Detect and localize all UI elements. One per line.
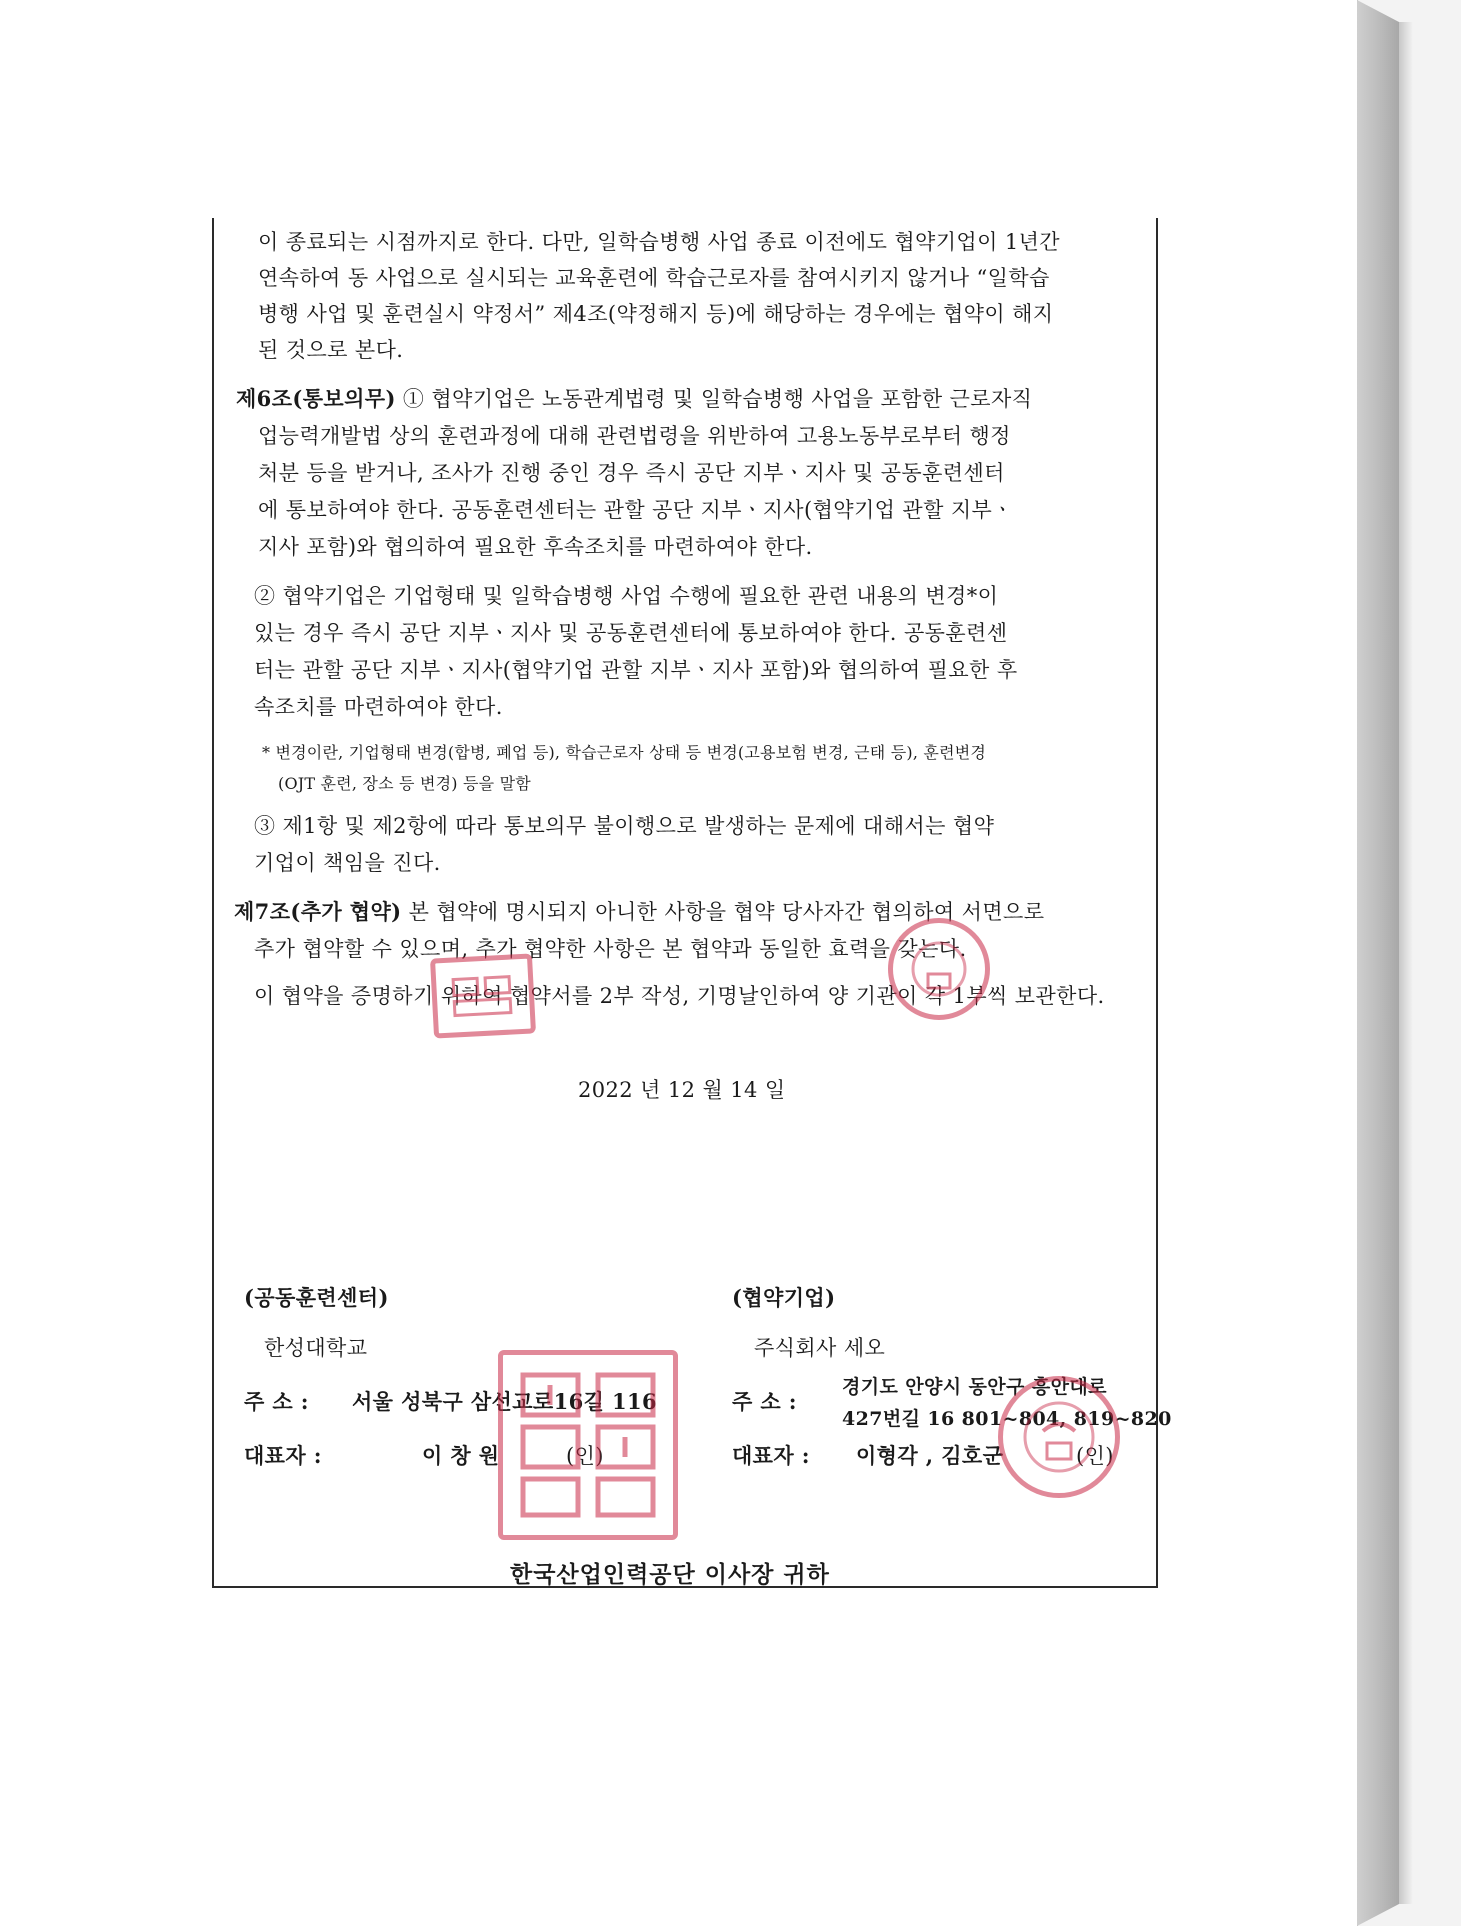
art6-note-line-2: (OJT 훈련, 장소 등 변경) 등을 말함 (278, 774, 531, 793)
left-seal-mark: (인) (566, 1444, 604, 1468)
art5-line-3: 병행 사업 및 훈련실시 약정서” 제4조(약정해지 등)에 해당하는 경우에는 협약이 해지 (258, 302, 1054, 326)
art5-line-4: 된 것으로 본다. (258, 338, 404, 362)
art6-heading: 제6조(통보의무) (236, 386, 396, 411)
left-party-name: 한성대학교 (264, 1336, 368, 1360)
art6-p1-first: ① 협약기업은 노동관계법령 및 일학습병행 사업을 포함한 근로자직 (402, 387, 1033, 411)
left-address-label: 주 소 : (244, 1389, 309, 1414)
closing-statement: 이 협약을 증명하기 위하여 협약서를 2부 작성, 기명날인하여 양 기관이 각 1부씩 보관한다. (254, 984, 1105, 1008)
art7-first: 본 협약에 명시되지 아니한 사항을 협약 당사자간 협의하여 서면으로 (408, 900, 1045, 924)
art6-first-line (236, 383, 1032, 413)
art6-p1-line-5: 지사 포함)와 협의하여 필요한 후속조치를 마련하여야 한다. (258, 535, 813, 559)
left-party-role: (공동훈련센터) (244, 1285, 389, 1310)
art6-note-line-1: * 변경이란, 기업형태 변경(합병, 폐업 등), 학습근로자 상태 등 변경(고용보험 변경, 근태 등), 훈련변경 (262, 743, 987, 762)
right-address-line-1: 경기도 안양시 동안구 흥안대로 (842, 1376, 1107, 1398)
right-party-role: (협약기업) (732, 1285, 836, 1310)
art5-line-2: 연속하여 동 사업으로 실시되는 교육훈련에 학습근로자를 참여시키지 않거나 “일학습 (258, 266, 1050, 290)
art7-line-2: 추가 협약할 수 있으며, 추가 협약한 사항은 본 협약과 동일한 효력을 갖는다. (254, 937, 967, 961)
art6-p1-line-3: 처분 등을 받거나, 조사가 진행 중인 경우 즉시 공단 지부ㆍ지사 및 공동훈련센터 (258, 461, 1005, 485)
right-rep-label: 대표자 : (732, 1443, 810, 1468)
right-rep-name: 이형각 , 김호군 (856, 1443, 1004, 1468)
art6-p2-line-4: 속조치를 마련하여야 한다. (254, 695, 503, 719)
right-address-label: 주 소 : (732, 1389, 797, 1414)
art6-p3-line-1: ③ 제1항 및 제2항에 따라 통보의무 불이행으로 발생하는 문제에 대해서는 협약 (254, 814, 995, 838)
agreement-date: 2022 년 12 월 14 일 (578, 1078, 786, 1102)
art6-p1-line-2: 업능력개발법 상의 훈련과정에 대해 관련법령을 위반하여 고용노동부로부터 행정 (258, 424, 1011, 448)
art7-heading: 제7조(추가 협약) (234, 899, 402, 924)
art6-p2-line-1: ② 협약기업은 기업형태 및 일학습병행 사업 수행에 필요한 관련 내용의 변경*이 (254, 584, 999, 608)
right-seal-mark: (인) (1076, 1444, 1114, 1468)
left-address: 서울 성북구 삼선교로16길 116 (352, 1389, 658, 1414)
left-rep-label: 대표자 : (244, 1443, 322, 1468)
art5-line-1: 이 종료되는 시점까지로 한다. 다만, 일학습병행 사업 종료 이전에도 협약기업이 1년간 (258, 230, 1060, 254)
art6-p2-line-2: 있는 경우 즉시 공단 지부ㆍ지사 및 공동훈련센터에 통보하여야 한다. 공동훈련센 (254, 621, 1008, 645)
left-rep-name: 이 창 원 (422, 1443, 500, 1468)
addressee: 한국산업인력공단 이사장 귀하 (510, 1561, 830, 1588)
page-edge (1357, 0, 1399, 1926)
right-address-line-2: 427번길 16 801~804, 819~820 (842, 1408, 1172, 1430)
art6-p2-line-3: 터는 관할 공단 지부ㆍ지사(협약기업 관할 지부ㆍ지사 포함)와 협의하여 필요한 후 (254, 658, 1018, 682)
art7-first-line (234, 896, 1044, 926)
right-party-name: 주식회사 세오 (754, 1336, 886, 1360)
art6-p1-line-4: 에 통보하여야 한다. 공동훈련센터는 관할 공단 지부ㆍ지사(협약기업 관할 지부ㆍ (258, 498, 1013, 522)
art6-p3-line-2: 기업이 책임을 진다. (254, 851, 441, 875)
page-shadow (1399, 22, 1413, 1904)
